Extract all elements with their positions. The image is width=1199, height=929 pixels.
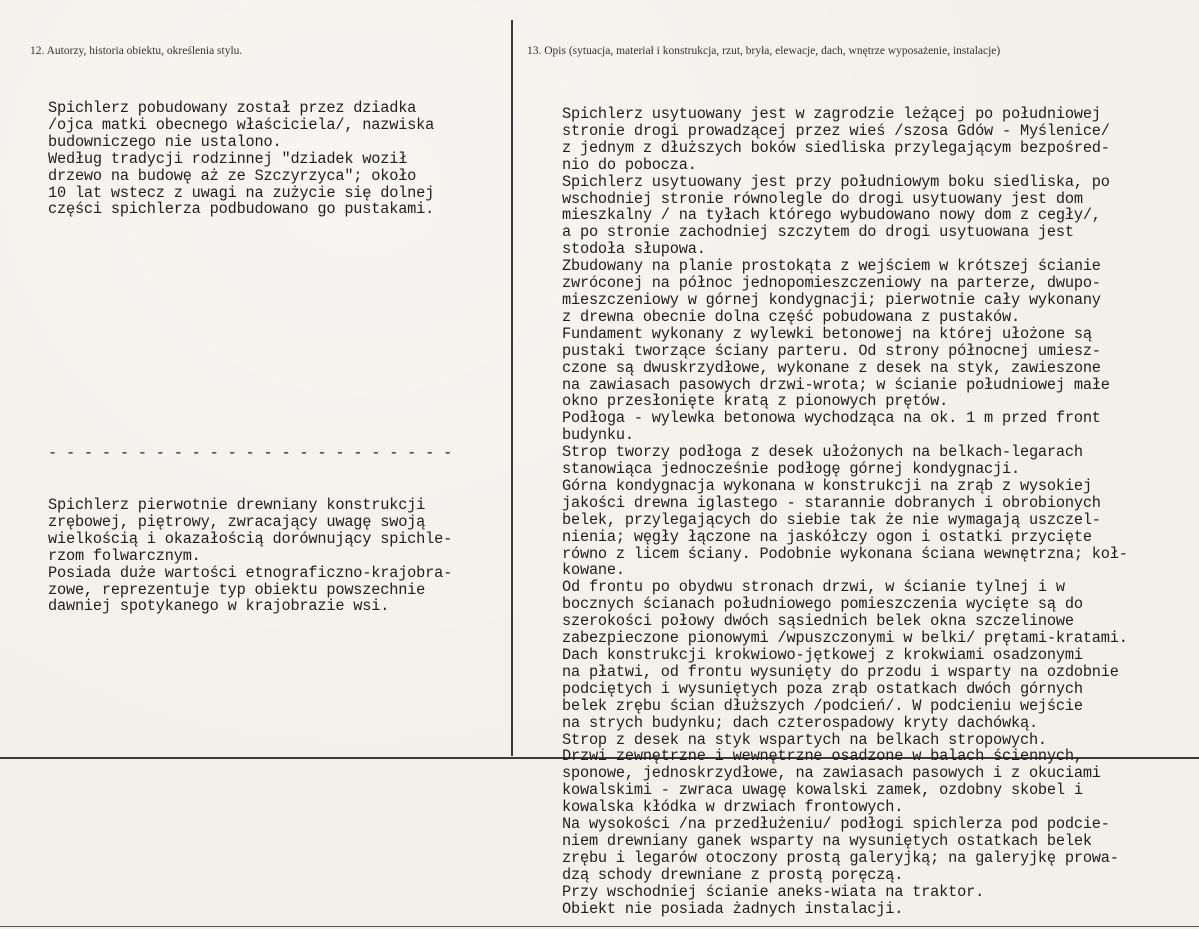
authors-history-text: Spichlerz pobudowany został przez dziadka /ojca matki obecnego właściciela/, nazwiska budowniczego nie ustalono. Według tradycji rodzinnej "dziadek woził drzewo na budowę aż ze Szczyrzyca"; około 10 lat wstecz z uwagi na zużycie się dolnej części spichlerza podbudowano go pustakami. <box>48 99 435 219</box>
section-12-header: 12. Autorzy, historia obiektu, określenia stylu. <box>30 45 243 57</box>
dashed-separator: - - - - - - - - - - - - - - - - - - - - - - - <box>48 444 453 462</box>
bottom-divider <box>0 926 1199 927</box>
column-divider-vertical <box>511 20 513 756</box>
style-definition-text: Spichlerz pierwotnie drewniany konstrukcji zrębowej, piętrowy, zwracający uwagę swoją wielkością i okazałością dorównujący spichle- rzom folwarcznym. Posiada duże wartości etnograficzno-krajobra- zowe, reprezentuje typ obiektu powszechnie dawniej spotykanego w krajobrazie wsi. <box>48 496 453 616</box>
section-13-header: 13. Opis (sytuacja, materiał i konstrukcja, rzut, bryła, elewacje, dach, wnętrze wyposażenie, instalacje) <box>527 45 1001 57</box>
description-text: Spichlerz usytuowany jest w zagrodzie leżącej po południowej stronie drogi prowadzącej przez wieś /szosa Gdów - Myślenice/ z jednym z dłuższych boków siedliska przylegającym bezpośred- nio do pobocza. Spichlerz usytuowany jest przy południowym boku siedliska, po wschodniej stronie równolegle do drogi usytuowany jest dom mieszkalny / na tyłach którego wybudowano nowy dom z cegły/, a po stronie zachodniej szczytem do drogi usytuowana jest stodoła słupowa. Zbudowany na planie prostokąta z wejściem w krótszej ścianie zwróconej na północ jednopomieszczeniowy na parterze, dwupo- mieszczeniowy w górnej kondygnacji; pierwotnie cały wykonany z drewna obecnie dolna część pobudowana z pustaków. Fundament wykonany z wylewki betonowej na której ułożone są pustaki tworzące ściany parteru. Od strony północnej umiesz- czone są dwuskrzydłowe, wykonane z desek na styk, zawieszone na zawiasach pasowych drzwi-wrota; w ścianie południowej małe okno przesłonięte kratą z pionowych prętów. Podłoga - wylewka betonowa wychodząca na ok. 1 m przed front budynku. Strop tworzy podłoga z desek ułożonych na belkach-legarach stanowiąca jednocześnie podłogę górnej kondygnacji. Górna kondygnacja wykonana w konstrukcji na zrąb z wysokiej jakości drewna iglastego - starannie dobranych i obrobionych belek, przylegających do siebie tak że nie wymagają uszczel- nienia; węgły łączone na jaskółczy ogon i ostatki przycięte równo z licem ściany. Podobnie wykonana ściana wewnętrzna; koł- kowane. Od frontu po obydwu stronach drzwi, w ścianie tylnej i w bocznych ścianach południowego pomieszczenia wycięte są do szerokości połowy dwóch sąsiednich belek okna szczelinowe zabezpieczone pionowymi /wpuszczonymi w belki/ prętami-kratami. Dach konstrukcji krokwiowo-jętkowej z krokwiami osadzonymi na płatwi, od frontu wysunięty do przodu i wsparty na ozdobnie podciętych i wysuniętych poza zrąb ostatkach dwóch górnych belek zrębu ścian dłuższych /podcień/. W podcieniu wejście na strych budynku; dach czterospadowy kryty dachówką. Strop z desek na styk wspartych na belkach stropowych. Drzwi zewnętrzne i wewnętrzne osadzone w balach ściennych, sponowe, jednoskrzydłowe, na zawiasach pasowych i z okuciami kowalskimi - zwraca uwagę kowalski zamek, ozdobny skobel i kowalska kłódka w drzwiach frontowych. Na wysokości /na przedłużeniu/ podłogi spichlerza pod podcie- niem drewniany ganek wsparty na wysuniętych ostatkach belek zrębu i legarów otoczony prostą galeryjką; na galeryjkę prowa- dzą schody drewniane z prostą poręczą. Przy wschodniej ścianie aneks-wiata na traktor. Obiekt nie posiada żadnych instalacji. <box>562 105 1128 918</box>
